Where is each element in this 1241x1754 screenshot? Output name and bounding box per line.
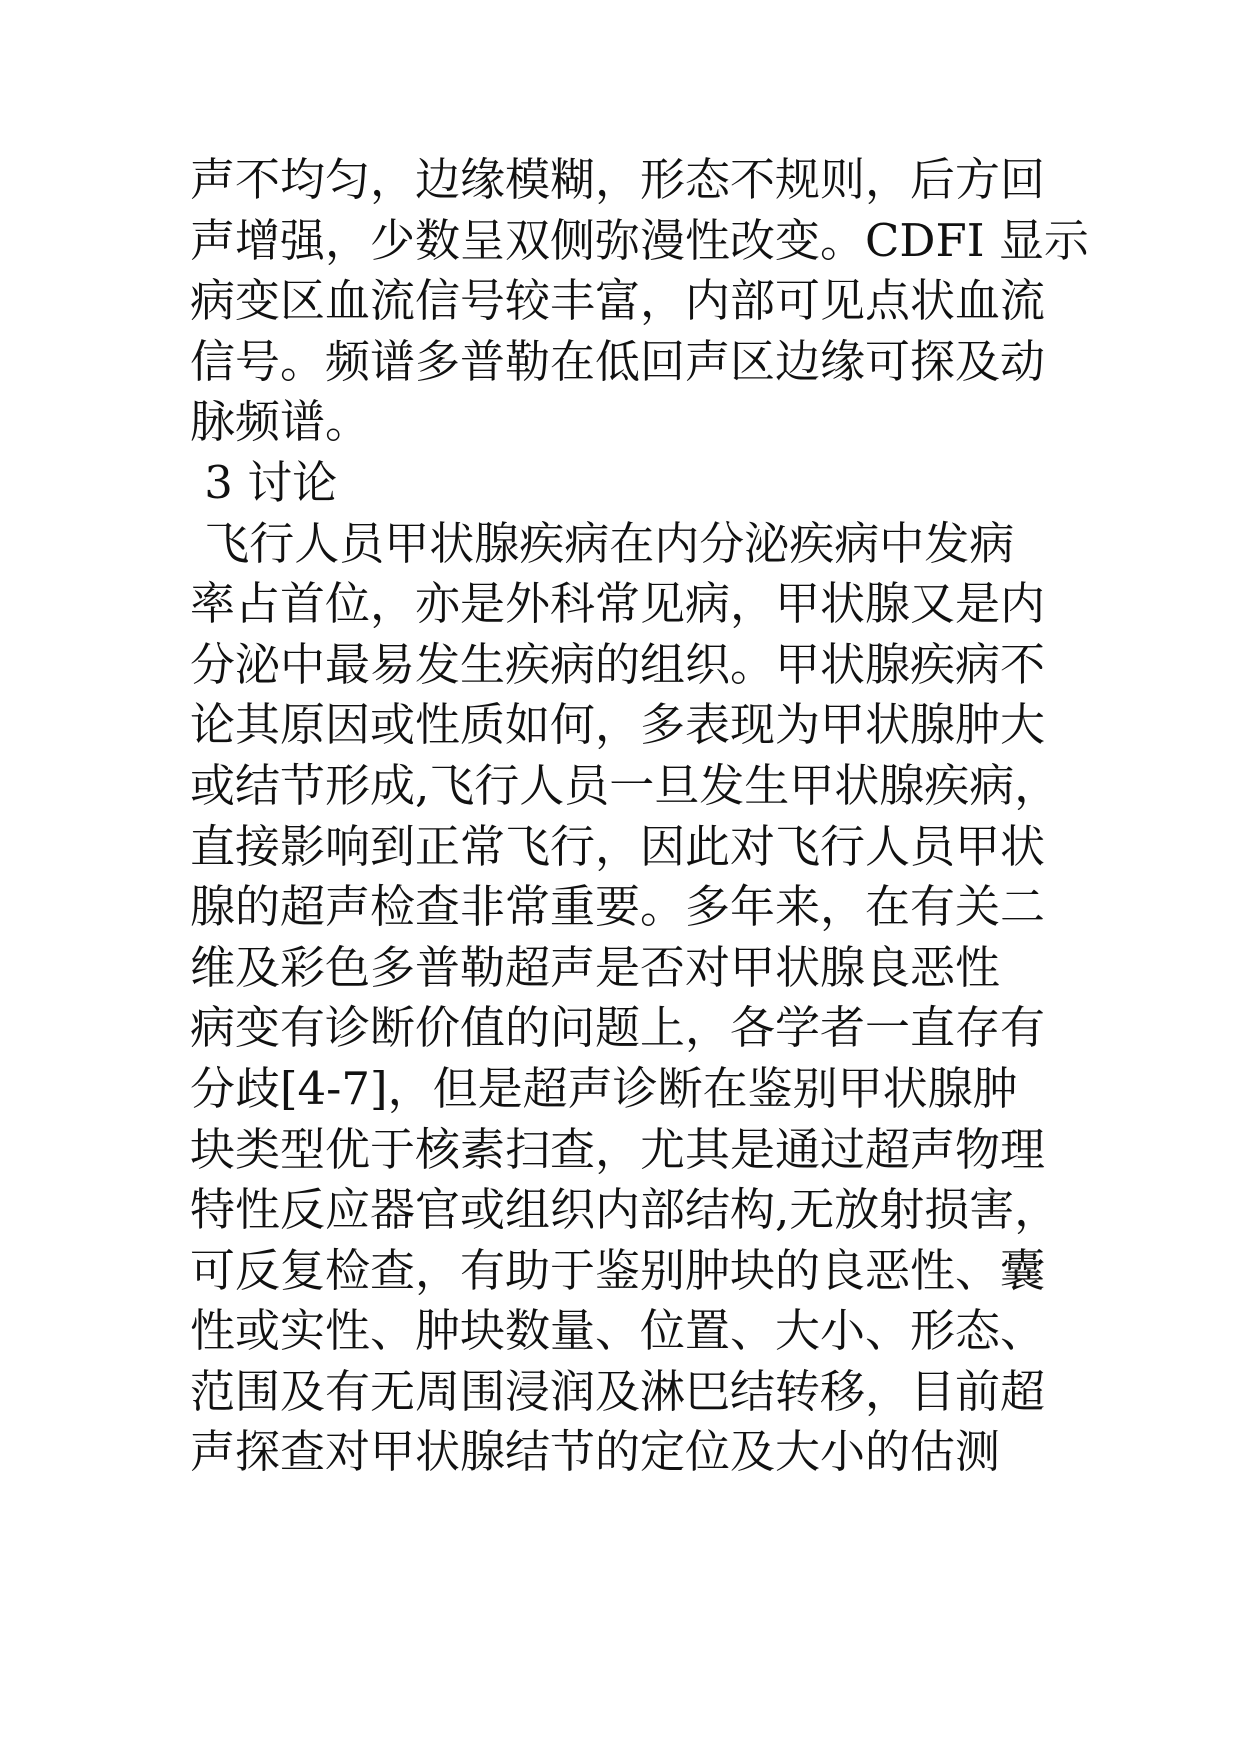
text-line: 论其原因或性质如何，多表现为甲状腺肿大 [190,698,1046,752]
text-line: 分泌中最易发生疾病的组织。甲状腺疾病不 [190,637,1046,691]
text-line: 直接影响到正常飞行，因此对飞行人员甲状 [190,819,1046,873]
text-line: 块类型优于核素扫查，尤其是通过超声物理 [190,1122,1046,1176]
text-line: 腺的超声检查非常重要。多年来，在有关二 [190,880,1046,934]
text-line: 病变有诊断价值的问题上，各学者一直存有 [190,1001,1046,1055]
text-line: 可反复检查，有助于鉴别肿块的良恶性、囊 [190,1243,1046,1297]
text-line: 飞行人员甲状腺疾病在内分泌疾病中发病 [190,516,1015,570]
text-line: 声不均匀，边缘模糊，形态不规则，后方回 [190,153,1046,206]
text-line: 范围及有无周围浸润及淋巴结转移，目前超 [190,1364,1046,1418]
text-line: 率占首位，亦是外科常见病，甲状腺又是内 [190,577,1046,631]
text-line: 维及彩色多普勒超声是否对甲状腺良恶性 [190,940,1001,994]
text-line: 性或实性、肿块数量、位置、大小、形态、 [190,1304,1046,1358]
section-heading: 3 讨论 [190,455,338,509]
text-line: 分歧[4-7]，但是超声诊断在鉴别甲状腺肿 [190,1061,1018,1115]
body-text [190,150,1150,1483]
text-line: 声探查对甲状腺结节的定位及大小的估测 [190,1425,1001,1479]
text-line: 特性反应器官或组织内部结构,无放射损害， [190,1183,1060,1237]
text-line: 脉频谱。 [190,395,371,449]
text-line: 病变区血流信号较丰富，内部可见点状血流 [190,274,1046,328]
text-line: 信号。频谱多普勒在低回声区边缘可探及动 [190,334,1046,388]
text-line: 或结节形成,飞行人员一旦发生甲状腺疾病， [190,758,1060,812]
text-line: 声增强，少数呈双侧弥漫性改变。CDFI 显示 [190,213,1089,267]
